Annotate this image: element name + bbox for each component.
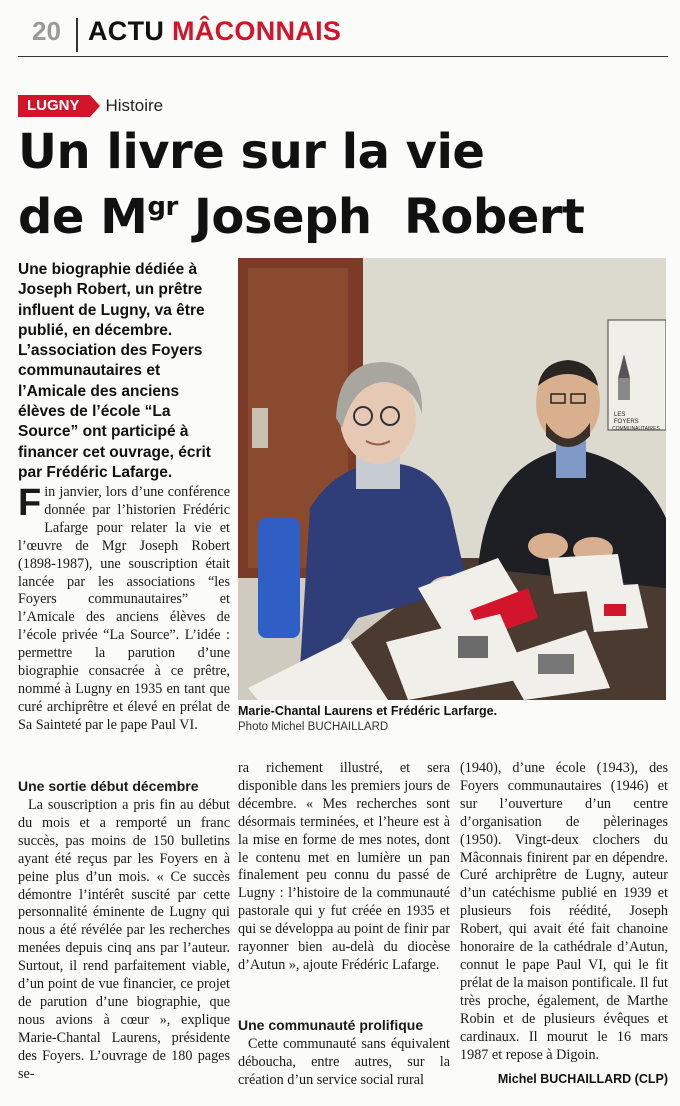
lead-paragraph bbox=[18, 484, 230, 735]
headline-line2-post: Joseph Robert bbox=[177, 189, 585, 245]
poster-line2: FOYERS bbox=[614, 419, 639, 425]
photo-illustration bbox=[238, 258, 666, 700]
page-number: 20 bbox=[32, 16, 61, 46]
photo-caption bbox=[238, 704, 666, 733]
header-rule bbox=[18, 56, 668, 57]
lead-text: in janvier, lors d’une conférence donnée par l’historien Frédéric Lafarge pour relater la vie et l’œuvre de Mgr Joseph Robert (1898-1987), une souscription était lancée par les associations “les Foyers communautaires” et l’Amicale des anciens élèves de l’école privée “La Source”. L’idée : permettre la parution d’une biographie consacrée à ce prêtre, nommé à Lugny en 1935 en tant que curé archiprêtre et élevé en prélat de Sa Sainteté par le pape Paul VI. bbox=[18, 484, 230, 733]
article-kicker bbox=[18, 95, 163, 117]
headline-line1: Un livre sur la vie bbox=[18, 124, 485, 180]
drop-cap: F bbox=[18, 482, 42, 524]
page-header bbox=[18, 8, 668, 56]
caption-text: Marie-Chantal Laurens et Frédéric Larfarge. bbox=[238, 704, 498, 718]
poster-line1: LES bbox=[614, 412, 626, 418]
body-paragraph: La souscription a pris fin au début du mois et a remporté un franc succès, pas moins de 150 bulletins ayant été reçus par les Foyers en à peine plus d’un mois. « Ce succès démontre l’intérêt suscité par cette personnalité éminente de Lugny qui nous a été révélée par les recherches menées depuis cinq ans par l’auteur. Surtout, il rend parfaitement viable, d’un point de vue financier, ce projet de parution d’une biographie, que nous avions à cœur », explique Marie-Chantal Laurens, présidente des Foyers. L’ouvrage de 180 pages se- bbox=[18, 797, 230, 1082]
headline-line2-pre: de M bbox=[18, 189, 148, 245]
headline-sup: gr bbox=[147, 192, 178, 222]
section-word-actu: ACTU bbox=[88, 16, 165, 46]
section-title bbox=[88, 16, 341, 47]
body-paragraph: Cette communauté sans équivalent déboucha, entre autres, sur la création d’un service social rural bbox=[238, 1036, 450, 1088]
body-column-2b bbox=[238, 1036, 450, 1090]
body-column-2 bbox=[238, 760, 450, 975]
photo-credit: Photo Michel BUCHAILLARD bbox=[238, 721, 389, 733]
body-paragraph: (1940), d’une école (1943), des Foyers communautaires (1946) et sur l’ouverture d’un centre d’organisation de pèlerinages (1950). Vingt-deux clochers du Mâconnais finirent par en dépendre. Curé archiprêtre de Lugny, auteur d’un catéchisme publié en 1939 et plusieurs fois réédité, Joseph Robert, qui avait été fait chanoine honoraire de la cathédrale d’Autun, connut le pape Paul VI, qui le fit prélat de la maison pontificale. Il fut très proche, également, de Marthe Robin et de plusieurs évêques et cardinaux. Il mourut le 16 mars 1987 et repose à Digoin. bbox=[460, 760, 668, 1063]
body-column-3 bbox=[460, 760, 668, 1064]
subhead-sortie: Une sortie début décembre bbox=[18, 778, 199, 794]
poster-line3: COMMUNAUTAIRES bbox=[612, 426, 660, 432]
header-divider bbox=[76, 18, 78, 52]
section-word-maconnais: MÂCONNAIS bbox=[172, 16, 342, 46]
body-paragraph: ra richement illustré, et sera disponible dans les premiers jours de décembre. « Mes recherches sont désormais terminées, et l’heure est à la mise en forme de mes notes, dont le contenu met en lumière un pan finalement peu connu du passé de Lugny : l’histoire de la communauté pastorale qui y fut créée en 1935 et qui se développa au point de finir par rayonner bien au-delà du diocèse d’Autun », ajoute Frédéric Lafarge. bbox=[238, 760, 450, 973]
lede: Une biographie dédiée à Joseph Robert, un prêtre influent de Lugny, va être publié, en décembre. L’association des Foyers communautaires et l’Amicale des anciens élèves de l’école “La Source” ont participé à financer cet ouvrage, écrit par Frédéric Lafarge. bbox=[18, 261, 211, 481]
rubric-label: Histoire bbox=[105, 96, 164, 115]
location-tag: LUGNY bbox=[18, 95, 90, 117]
headline bbox=[18, 125, 668, 245]
subhead-communaute: Une communauté prolifique bbox=[238, 1017, 424, 1033]
article-photo bbox=[238, 258, 666, 700]
body-column-1 bbox=[18, 797, 230, 1084]
byline: Michel BUCHAILLARD (CLP) bbox=[497, 1072, 668, 1086]
